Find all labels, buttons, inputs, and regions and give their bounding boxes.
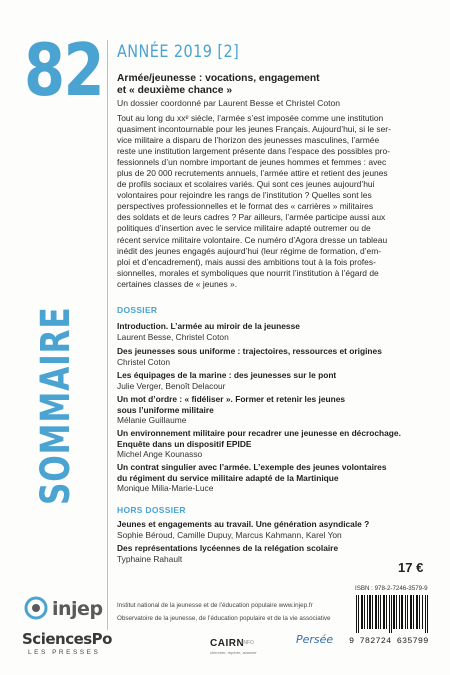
barcode-icon [356, 595, 428, 633]
intro-line: reste une institution largement présente dans l’espace des possibles pro- [117, 146, 390, 157]
toc-entry-title: Un environnement militaire pour recadrer une jeunesse en décrochage. [117, 428, 401, 438]
intro-line: volontaires pour rejoindre les rangs de l’institution ? Quelles sont les [117, 190, 372, 201]
intro-line: de profils sociaux et scolaires variés. Qui sont ces jeunes aujourd’hui [117, 179, 375, 190]
toc-entry-title: Un mot d’ordre : « fidéliser ». Former et retenir les jeunes [117, 394, 346, 404]
isbn: ISBN : 978-2-7246-3579-9 [355, 585, 428, 592]
toc-entry-title-cont: du régiment du service militaire adapté de la Martinique [117, 472, 339, 483]
vertical-divider [107, 40, 108, 630]
issue-number: 82 [24, 28, 103, 112]
toc-entry [117, 462, 429, 494]
toc-entry-authors: Monique Milia-Marie-Luce [117, 483, 214, 493]
toc-entry-authors: Michel Ange Kounasso [117, 449, 203, 459]
toc-entry [117, 370, 429, 391]
intro-line: des soldats et de leurs cadres ? Par ailleurs, l’armée participe aussi aux [117, 212, 386, 223]
intro-line: vice militaire a disparu de l’horizon des jeunesses masculines, l’armée [117, 135, 380, 146]
toc-entry-authors: Typhaine Rahault [117, 553, 183, 564]
injep-observatory: Observatoire de la jeunesse, de l’éducation populaire et de la vie associative [117, 615, 331, 622]
intro-line: ploi et d’encadrement), mais aussi des ambitions tout à la fois profes- [117, 256, 376, 267]
toc-entry-title: Les équipages de la marine : des jeunesses sur le pont [117, 370, 337, 380]
intro-line: récent service militaire volontaire. Ce numéro d’Agora dresse un tableau [117, 234, 388, 245]
intro-paragraph [117, 113, 429, 290]
toc-entry [117, 346, 429, 367]
toc-entry-title-cont: Enquête dans un dispositif EPIDE [117, 438, 252, 449]
cairn-logo: CAIRN [210, 638, 245, 649]
intro-line: politiques d’insertion avec le service militaire adapté outremer ou de [117, 223, 371, 234]
sciencespo-logo: SciencesPo [22, 630, 112, 648]
toc-entry [117, 428, 429, 460]
toc-entry-title: Des représentations lycéennes de la relégation scolaire [117, 543, 339, 553]
sommaire-text: SOMMAIRE [33, 306, 79, 505]
year-label: ANNÉE 2019 [2] [117, 42, 240, 62]
intro-line: quasiment incontournable pour les jeunes Français. Aujourd’hui, si le ser- [117, 124, 391, 135]
toc-entry-authors: Christel Coton [117, 356, 171, 367]
hors-dossier-heading: HORS DOSSIER [117, 505, 186, 515]
intro-line: inédit des jeunes engagés aujourd’hui (leur régime de formation, d’em- [117, 245, 382, 256]
injep-description: Institut national de la jeunesse et de l’éducation populaire www.injep.fr [117, 602, 313, 609]
dossier-heading: DOSSIER [117, 305, 158, 315]
toc-entry [117, 321, 429, 342]
toc-entry-authors: Laurent Besse, Christel Coton [117, 331, 229, 342]
toc-entry [117, 543, 429, 564]
toc-entry-authors: Julie Verger, Benoît Delacour [117, 380, 226, 391]
dossier-title-line: Armée/jeunesse : vocations, engagement [117, 73, 320, 84]
sommaire-vertical-label [28, 300, 98, 510]
barcode-digits: 9 782724 635799 [349, 636, 429, 646]
toc-entry-authors: Sophie Béroud, Camille Dupuy, Marcus Kahmann, Karel Yon [117, 529, 342, 540]
coordination-line: Un dossier coordonné par Laurent Besse et Christel Coton [117, 98, 341, 108]
toc-entry-title: Un contrat singulier avec l’armée. L’exemple des jeunes volontaires [117, 462, 387, 472]
intro-line: Tout au long du xxᵉ siècle, l’armée s’est imposée comme une institution [117, 113, 384, 123]
intro-line: fessionnels d’un nombre important de jeunes hommes et femmes : avec [117, 157, 387, 168]
intro-line: perspectives professionnelles et le format des « carrières » militaires [117, 201, 374, 212]
toc-entry-authors: Mélanie Guillaume [117, 415, 187, 425]
toc-entry-title: Des jeunesses sous uniforme : trajectoires, ressources et origines [117, 346, 382, 356]
toc-entry [117, 519, 429, 540]
intro-line: plus de 20 000 recrutements annuels, l’armée attire et retient des jeunes [117, 168, 388, 179]
toc-entry-title: Jeunes et engagements au travail. Une génération asyndicale ? [117, 519, 370, 529]
dossier-title [117, 73, 427, 97]
injep-wordmark: injep [52, 598, 103, 620]
dossier-title-line: et « deuxième chance » [117, 85, 233, 96]
presses-label: LES PRESSES [28, 649, 101, 656]
intro-line: certaines classes de « jeunes ». [117, 278, 238, 289]
cairn-tagline: chercher, repérer, avancer [210, 650, 257, 655]
intro-line: sionnelles, morales et symboliques que nourrit l’institution à l’égard de [117, 267, 379, 278]
persee-logo: Persée [296, 633, 334, 646]
cairn-info-label: INFO [242, 640, 254, 646]
toc-entry [117, 394, 429, 426]
toc-entry-title-cont: sous l’uniforme militaire [117, 404, 214, 415]
toc-entry-title: Introduction. L’armée au miroir de la jeunesse [117, 321, 300, 331]
price: 17 € [398, 560, 424, 575]
